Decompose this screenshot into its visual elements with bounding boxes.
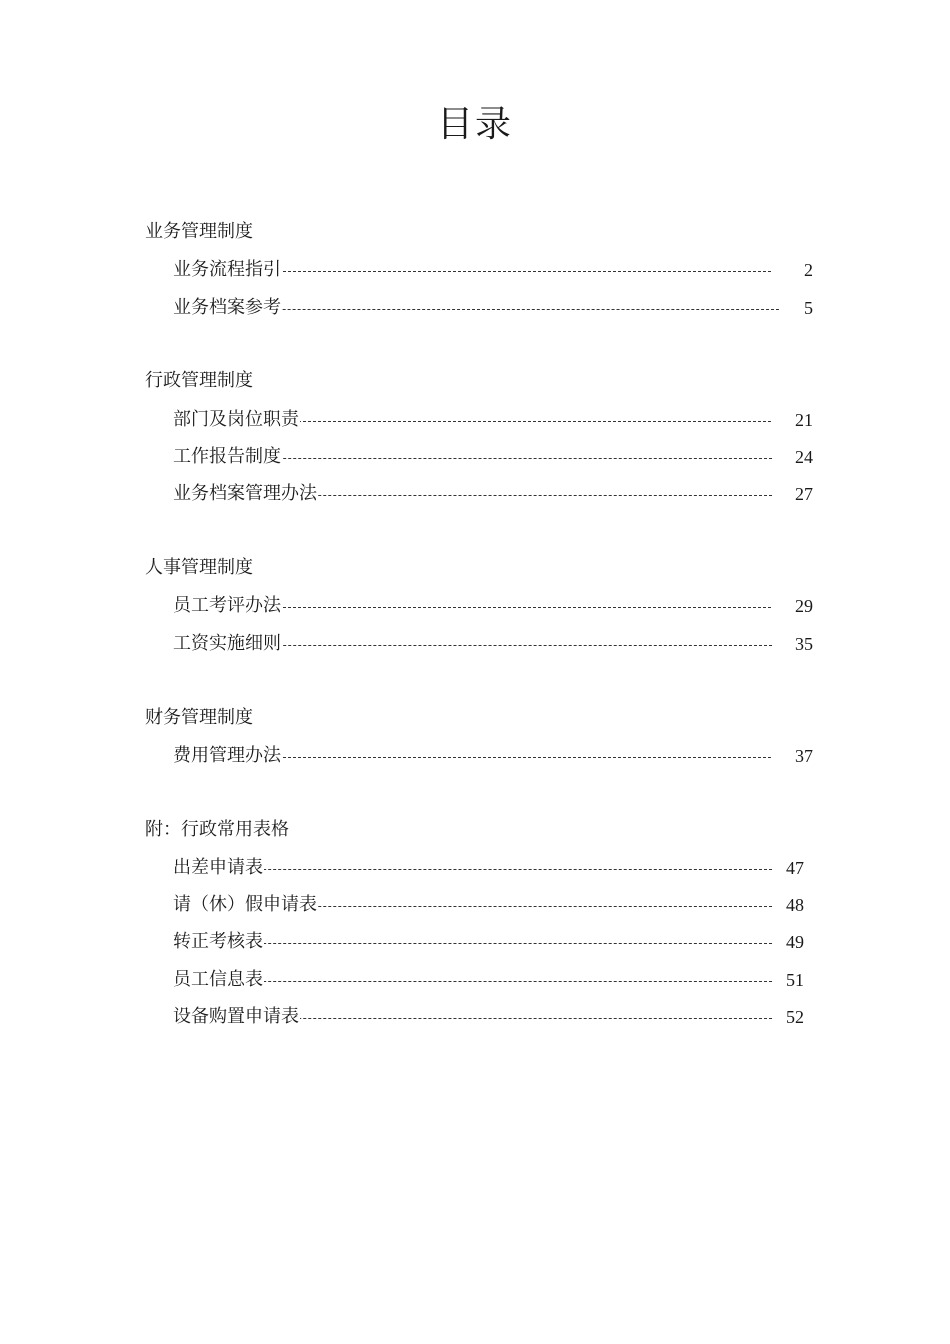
toc-entry-label: 业务档案参考	[173, 295, 282, 321]
toc-entry[interactable]	[173, 1004, 804, 1030]
page-title: 目录	[436, 104, 513, 145]
toc-entry-label: 业务流程指引	[173, 257, 282, 283]
toc-entry-page-number: 5	[804, 298, 813, 318]
section-heading-business: 业务管理制度	[145, 221, 253, 242]
toc-entry-label: 费用管理办法	[173, 743, 282, 769]
toc-entry[interactable]	[173, 407, 813, 433]
section-heading-finance: 财务管理制度	[145, 707, 253, 728]
toc-entry-page-number: 52	[786, 1007, 804, 1027]
toc-entry-label: 部门及岗位职责	[173, 407, 300, 433]
toc-entry[interactable]	[173, 444, 813, 470]
toc-entry-label: 转正考核表	[173, 929, 264, 955]
toc-entry-label: 设备购置申请表	[173, 1004, 300, 1030]
toc-entry-page-number: 21	[795, 410, 813, 430]
toc-entry-label: 员工信息表	[173, 967, 264, 993]
toc-entry-page-number: 37	[795, 746, 813, 766]
toc-entry-page-number: 24	[795, 447, 813, 467]
toc-entry[interactable]	[173, 929, 804, 955]
toc-entry[interactable]	[173, 631, 813, 657]
toc-entry-label: 请（休）假申请表	[173, 892, 318, 918]
toc-entry[interactable]	[173, 593, 813, 619]
toc-entry-label: 员工考评办法	[173, 593, 282, 619]
section-heading-appendix-forms: 附：行政常用表格	[145, 819, 289, 840]
toc-entry-label: 工资实施细则	[173, 631, 282, 657]
toc-entry[interactable]	[173, 295, 813, 321]
section-heading-personnel: 人事管理制度	[145, 557, 253, 578]
toc-entry[interactable]	[173, 257, 813, 283]
toc-entry[interactable]	[173, 743, 813, 769]
toc-entry-label: 出差申请表	[173, 855, 264, 881]
section-heading-administration: 行政管理制度	[145, 370, 253, 391]
toc-entry[interactable]	[173, 481, 813, 507]
toc-entry-label: 业务档案管理办法	[173, 481, 318, 507]
toc-entry-label: 工作报告制度	[173, 444, 282, 470]
toc-entry-page-number: 29	[795, 596, 813, 616]
toc-entry-page-number: 48	[786, 895, 804, 915]
toc-entry-page-number: 27	[795, 484, 813, 504]
toc-entry-page-number: 47	[786, 858, 804, 878]
toc-entry-page-number: 49	[786, 932, 804, 952]
toc-entry[interactable]	[173, 892, 804, 918]
toc-entry-page-number: 2	[804, 260, 813, 280]
toc-entry-page-number: 51	[786, 970, 804, 990]
toc-entry-page-number: 35	[795, 634, 813, 654]
toc-entry[interactable]	[173, 855, 804, 881]
toc-entry[interactable]	[173, 967, 804, 993]
